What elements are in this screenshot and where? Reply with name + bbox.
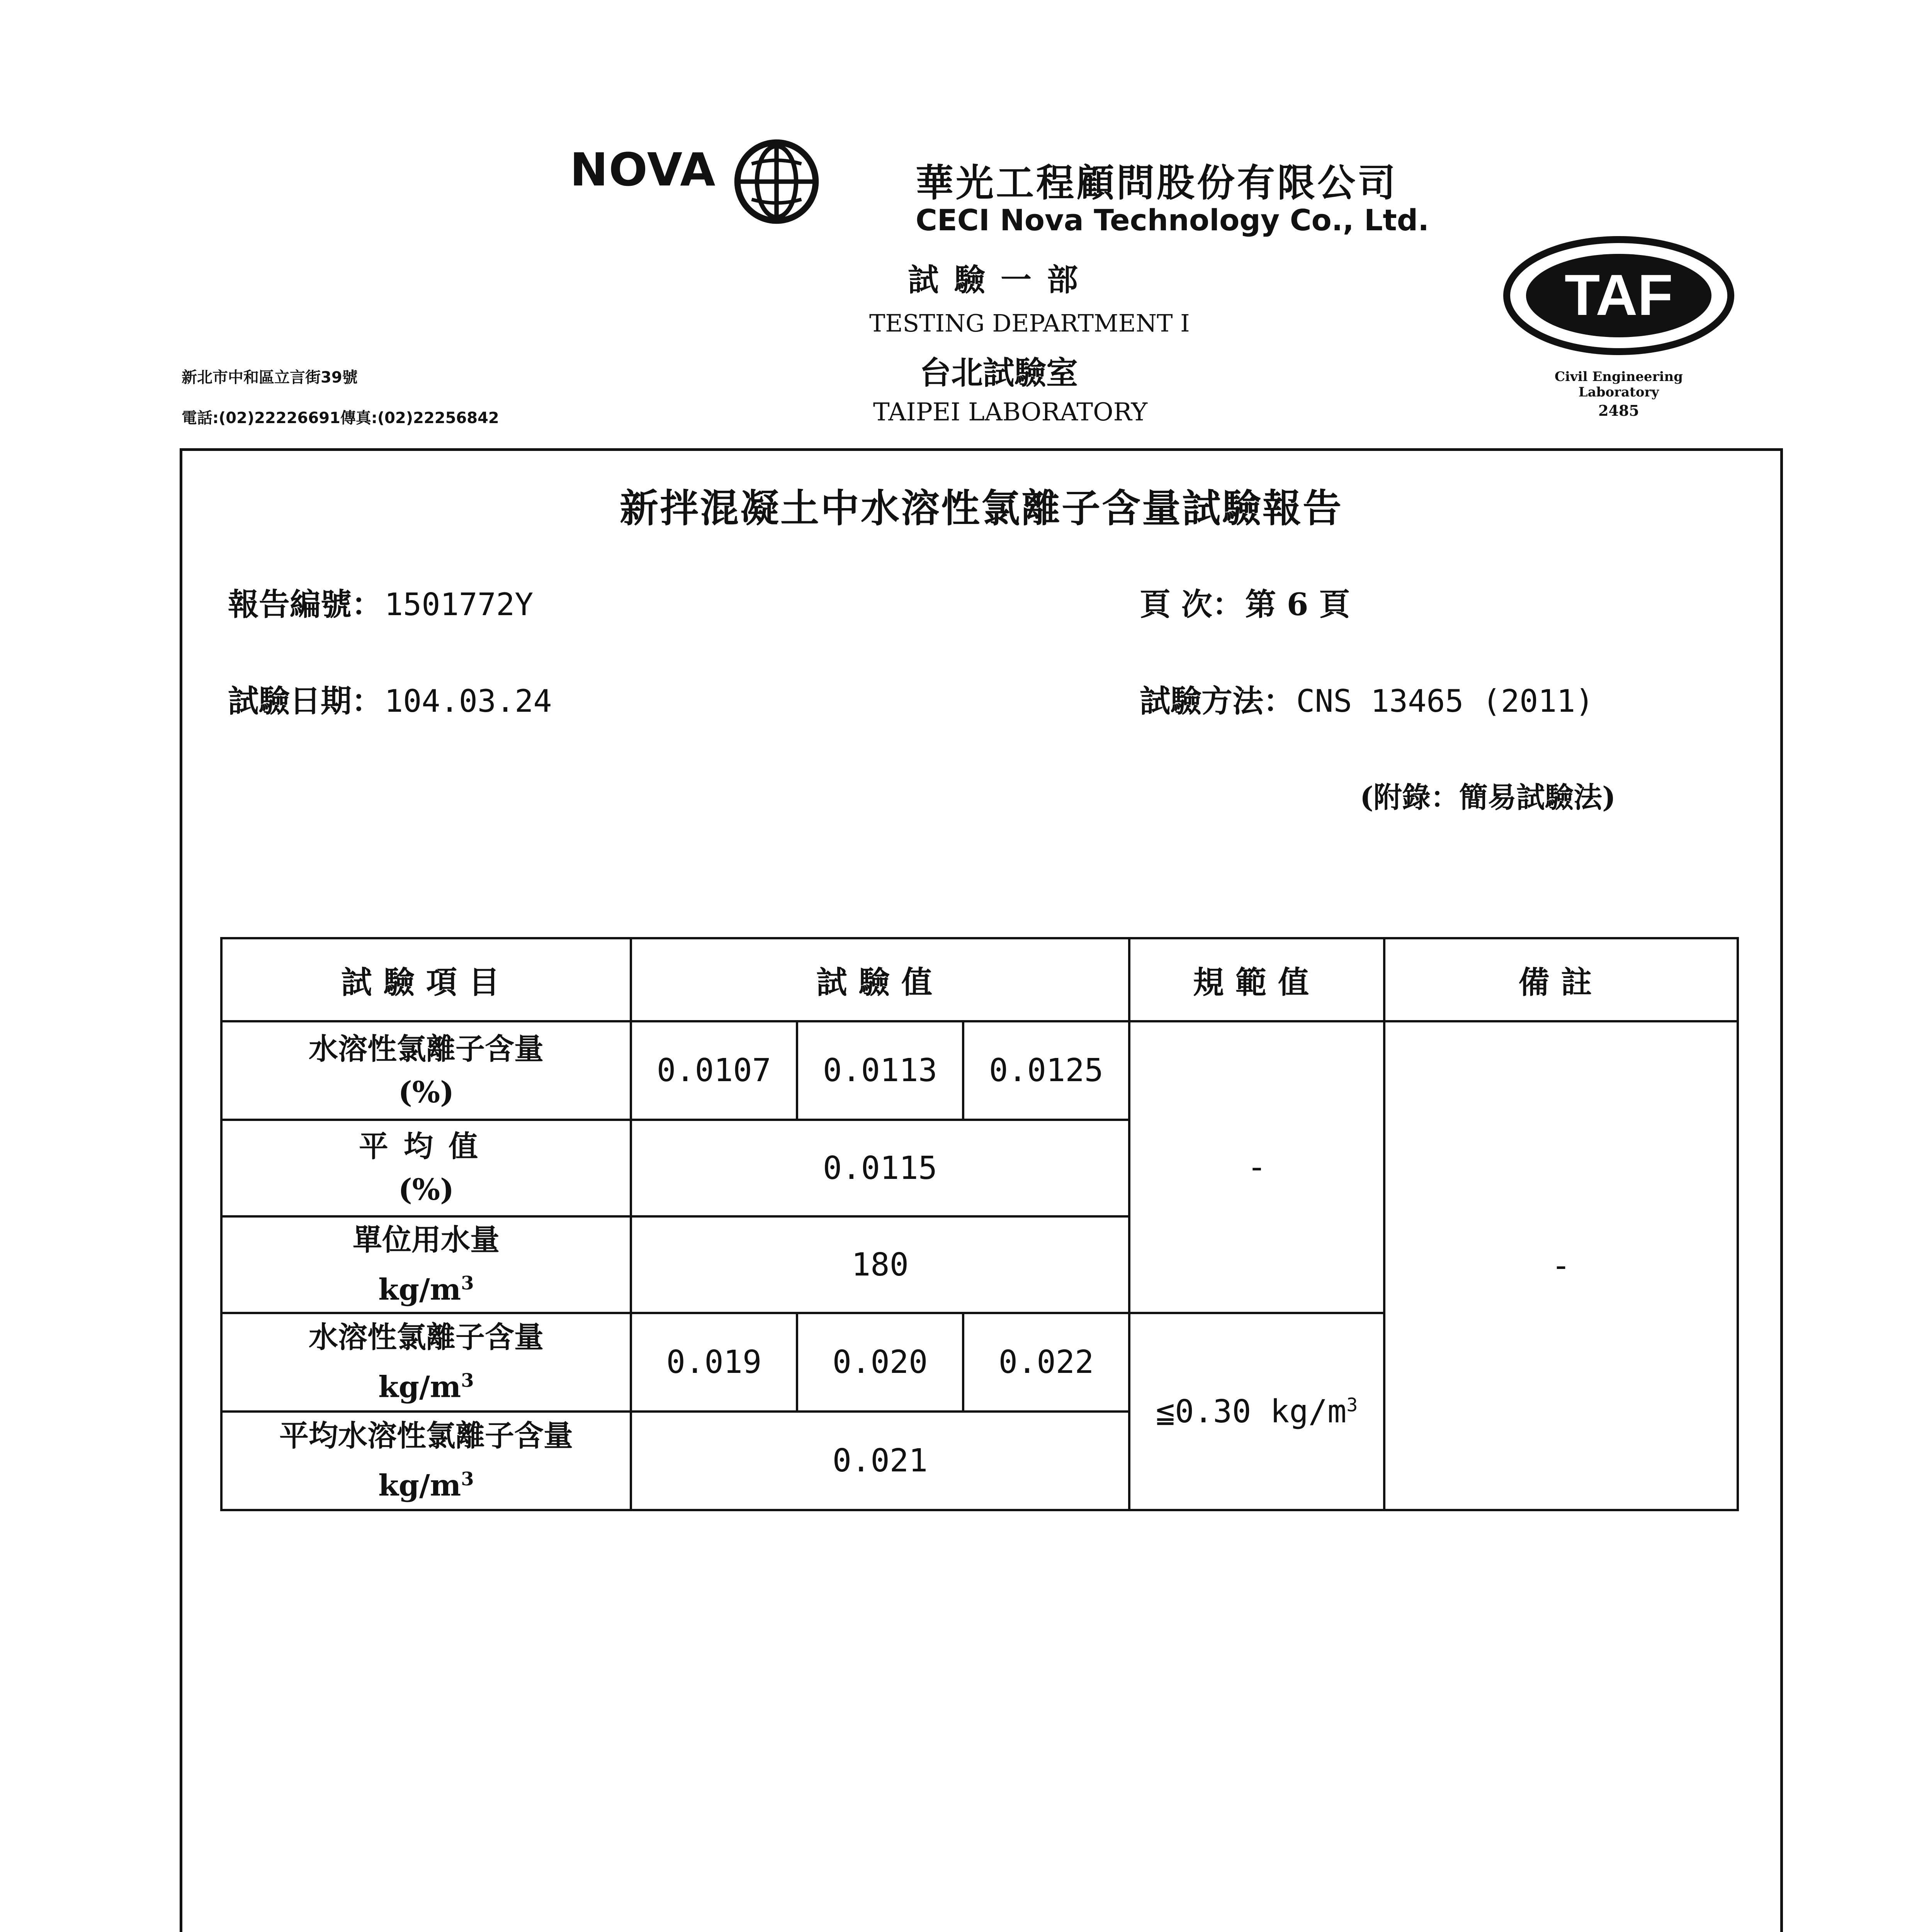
remark-cell: - [1384, 1021, 1738, 1510]
test-date [228, 676, 552, 721]
spec-cell-kg: ≦0.30 $kg/m^3$ [1129, 1313, 1384, 1510]
results-table [220, 937, 1739, 1511]
laboratory-en: TAIPEI LABORATORY [873, 398, 1148, 427]
value-cell: 0.0113 [797, 1021, 963, 1120]
value-cell: 0.022 [963, 1313, 1129, 1412]
row-item-average-chloride-kg: 平均水溶性氯離子含量 $kg/m^3$ [221, 1412, 631, 1510]
taf-accreditation-logo-icon [1503, 236, 1735, 355]
row-item-chloride-kg: 水溶性氯離子含量 $kg/m^3$ [221, 1313, 631, 1412]
test-method-label: 試驗方法： [1140, 683, 1294, 719]
page-number-label: 頁 次： [1140, 586, 1243, 622]
header-spec-value: 規範值 [1129, 938, 1384, 1021]
report-title: 新拌混凝土中水溶性氯離子含量試驗報告 [620, 485, 1343, 531]
value-cell: 180 [631, 1216, 1129, 1313]
test-date-value: 104.03.24 [384, 683, 552, 719]
header-test-item: 試驗項目 [221, 938, 631, 1021]
table-header-row [221, 938, 1738, 1021]
header-test-value: 試驗值 [631, 938, 1129, 1021]
report-number [228, 580, 533, 624]
value-cell: 0.019 [631, 1313, 797, 1412]
laboratory-cn: 台北試驗室 [919, 354, 1078, 391]
taf-caption-line-2: Laboratory [1578, 384, 1659, 400]
row-item-chloride-pct: 水溶性氯離子含量 (%) [221, 1021, 631, 1120]
appendix-note: (附錄：簡易試驗法) [1360, 781, 1616, 814]
taf-logo-text: TAF [1564, 262, 1673, 327]
value-cell: 0.0107 [631, 1021, 797, 1120]
value-cell: 0.020 [797, 1313, 963, 1412]
company-address: 新北市中和區立言街39號 [182, 369, 358, 386]
table-row [221, 1021, 1738, 1120]
spec-cell-pct: - [1129, 1021, 1384, 1313]
company-name-cn: 華光工程顧問股份有限公司 [916, 161, 1398, 205]
page-number [1140, 580, 1350, 624]
test-method-value: CNS 13465 (2011) [1296, 683, 1594, 719]
report-number-value: 1501772Y [384, 587, 534, 622]
value-cell: 0.021 [631, 1412, 1129, 1510]
department-cn: 試驗一部 [908, 262, 1093, 298]
header-remark: 備註 [1384, 938, 1738, 1021]
row-item-average-pct: 平均值 (%) [221, 1120, 631, 1216]
company-name-en: CECI Nova Technology Co., Ltd. [916, 203, 1429, 237]
test-date-label: 試驗日期： [228, 683, 382, 719]
ceci-globe-logo-icon [732, 137, 821, 226]
value-cell: 0.0115 [631, 1120, 1129, 1216]
department-en: TESTING DEPARTMENT I [869, 309, 1190, 337]
page-number-value: 第 6 頁 [1245, 586, 1350, 622]
taf-caption-line-1: Civil Engineering [1554, 369, 1683, 384]
company-phone-fax: 電話:(02)22226691傳真:(02)22256842 [182, 409, 499, 427]
value-cell: 0.0125 [963, 1021, 1129, 1120]
row-item-unit-water: 單位用水量 $kg/m^3$ [221, 1216, 631, 1313]
taf-lab-number: 2485 [1598, 402, 1639, 419]
report-number-label: 報告編號： [228, 586, 382, 622]
test-method [1140, 676, 1594, 721]
nova-wordmark: NOVA [570, 143, 716, 196]
